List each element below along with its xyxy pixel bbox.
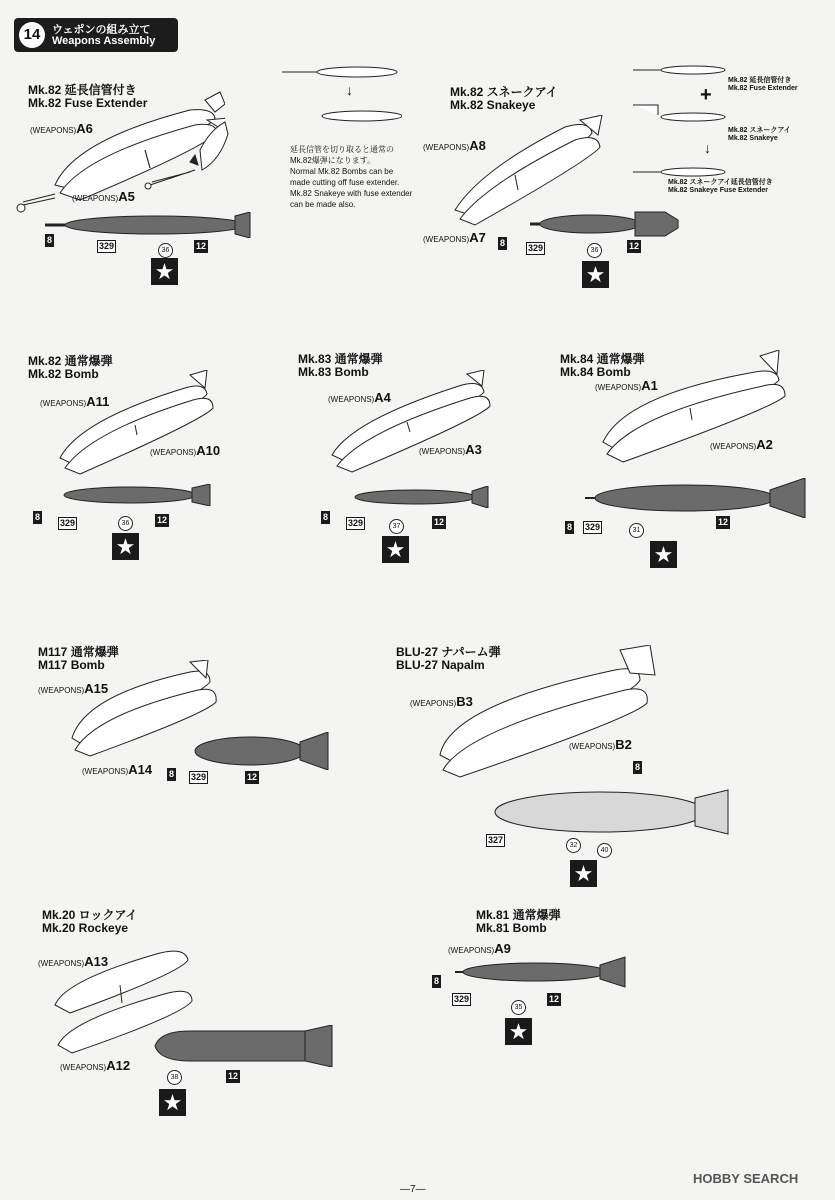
rockeye-part-a12 xyxy=(60,1058,130,1073)
weapons-label: (WEAPONS) xyxy=(423,143,470,152)
weapons-label: (WEAPONS) xyxy=(448,946,495,955)
plus-icon: + xyxy=(700,84,712,106)
weapons-label: (WEAPONS) xyxy=(30,126,77,135)
part-number: B2 xyxy=(615,737,632,752)
mk84-part-a2 xyxy=(710,437,773,452)
weapons-label: (WEAPONS) xyxy=(419,447,466,456)
star-icon: ★ xyxy=(159,1089,186,1116)
part-number: A5 xyxy=(118,189,135,204)
rockeye-title-en: Mk.20 Rockeye xyxy=(42,921,129,935)
part-number: A2 xyxy=(756,437,773,452)
variant-label-2 xyxy=(728,127,791,143)
arrow-down-icon: ↓ xyxy=(704,140,711,156)
cut-note-line: 延長信管を切り取ると通常の xyxy=(290,145,394,154)
snakeye-part-a8 xyxy=(423,138,486,153)
fuse-detail-drawing xyxy=(140,110,230,190)
variant-label-en: Mk.82 Snakeye xyxy=(728,135,778,142)
mk82-title-jp: Mk.82 通常爆弾 xyxy=(28,354,113,368)
part-number: A1 xyxy=(641,378,658,393)
mk83-bomb-painted xyxy=(350,486,490,508)
mk82-title-en: Mk.82 Bomb xyxy=(28,367,99,381)
variant-label-jp: Mk.82 スネークアイ延長信管付き xyxy=(668,179,773,186)
decal-circle: 35 xyxy=(511,1000,526,1015)
star-icon: ★ xyxy=(112,533,139,560)
cut-note-line: Mk.82 Snakeye with fuse extender xyxy=(290,189,413,198)
blu27-title-jp: BLU-27 ナパーム弾 xyxy=(396,645,501,659)
blu27-part-b3 xyxy=(410,694,473,709)
decal-circle: 37 xyxy=(389,519,404,534)
snakeye-title-jp: Mk.82 スネークアイ xyxy=(450,85,558,99)
part-number: A13 xyxy=(84,954,109,969)
fuse-bomb-painted xyxy=(45,212,255,238)
mk83-title-jp: Mk.83 通常爆弾 xyxy=(298,352,383,366)
rockeye-title-jp: Mk.20 ロックアイ xyxy=(42,908,138,922)
decal-12: 12 xyxy=(196,241,207,251)
weapons-label: (WEAPONS) xyxy=(82,767,129,776)
m117-bomb-painted xyxy=(190,732,330,770)
decal-12: 12 xyxy=(434,517,445,527)
step-title-jp: ウェポンの組み立て xyxy=(52,24,151,36)
variant-label-jp: Mk.82 延長信管付き xyxy=(728,77,792,84)
mk82-bomb-painted xyxy=(62,484,212,506)
weapons-label: (WEAPONS) xyxy=(60,1063,107,1072)
part-number: A10 xyxy=(196,443,221,458)
step-number: 14 xyxy=(19,22,45,48)
snakeye-bomb-painted xyxy=(530,210,680,240)
mk81-bomb-painted xyxy=(455,955,630,989)
mk83-part-a4 xyxy=(328,390,391,405)
cut-note-line: can be made also. xyxy=(290,200,356,209)
mk84-part-a1 xyxy=(595,378,658,393)
m117-title-en: M117 Bomb xyxy=(38,658,105,672)
arrow-down-icon: ↓ xyxy=(346,82,353,98)
rockeye-bomb-painted xyxy=(150,1025,335,1067)
weapons-label: (WEAPONS) xyxy=(410,699,457,708)
decal-8: 8 xyxy=(567,522,573,532)
part-number: A7 xyxy=(469,230,486,245)
decal-circle: 31 xyxy=(629,523,644,538)
decal-8: 8 xyxy=(47,235,53,245)
weapons-label: (WEAPONS) xyxy=(150,448,197,457)
decal-12: 12 xyxy=(629,241,640,251)
decal-329: 329 xyxy=(585,522,601,532)
decal-circle: 36 xyxy=(118,516,133,531)
part-number: A11 xyxy=(86,394,110,409)
decal-8: 8 xyxy=(635,762,641,772)
mk82-assembly-drawing xyxy=(45,370,220,480)
m117-part-a15 xyxy=(38,681,108,696)
decal-12: 12 xyxy=(228,1071,239,1081)
weapons-label: (WEAPONS) xyxy=(328,395,375,404)
weapons-label: (WEAPONS) xyxy=(38,686,85,695)
star-icon: ★ xyxy=(570,860,597,887)
part-number: A12 xyxy=(106,1058,131,1073)
fuse-part-a6 xyxy=(30,121,93,136)
decal-circle: 38 xyxy=(167,1070,182,1085)
mk81-title-en: Mk.81 Bomb xyxy=(476,921,547,935)
decal-circle: 32 xyxy=(566,838,581,853)
m117-title-jp: M117 通常爆弾 xyxy=(38,645,119,659)
part-number: A3 xyxy=(465,442,482,457)
decal-circle: 36 xyxy=(587,243,602,258)
part-number: A8 xyxy=(469,138,486,153)
decal-329: 329 xyxy=(99,241,115,251)
cut-note-line: Normal Mk.82 Bombs can be xyxy=(290,167,394,176)
page-number: —7— xyxy=(400,1184,426,1195)
blu27-napalm-painted xyxy=(490,788,730,836)
variant-label-3 xyxy=(668,179,773,195)
blu27-assembly-drawing xyxy=(435,645,665,780)
part-number: A9 xyxy=(494,941,511,956)
star-icon: ★ xyxy=(382,536,409,563)
decal-8: 8 xyxy=(500,238,506,248)
cut-note-line: made cutting off fuse extender. xyxy=(290,178,400,187)
decal-circle: 36 xyxy=(158,243,173,258)
decal-12: 12 xyxy=(718,517,729,527)
cut-diagram xyxy=(282,60,402,130)
m117-part-a14 xyxy=(82,762,152,777)
cut-note xyxy=(290,144,412,210)
star-icon: ★ xyxy=(505,1018,532,1045)
mk82-part-a10 xyxy=(150,443,220,458)
mk83-part-a3 xyxy=(419,442,482,457)
decal-circle: 40 xyxy=(597,843,612,858)
fuse-title-jp: Mk.82 延長信管付き xyxy=(28,83,137,97)
rockeye-title xyxy=(42,909,137,935)
variant-label-1 xyxy=(728,77,798,93)
decal-12: 12 xyxy=(157,515,168,525)
decal-8: 8 xyxy=(169,769,175,779)
mk82-part-a11 xyxy=(40,394,109,409)
part-number: A4 xyxy=(374,390,391,405)
weapons-label: (WEAPONS) xyxy=(595,383,642,392)
weapons-label: (WEAPONS) xyxy=(569,742,616,751)
star-icon: ★ xyxy=(650,541,677,568)
part-number: A14 xyxy=(128,762,153,777)
mk81-part-a9 xyxy=(448,941,511,956)
fuse-title-en: Mk.82 Fuse Extender xyxy=(28,96,148,110)
decal-8: 8 xyxy=(35,512,41,522)
mk83-assembly-drawing xyxy=(322,370,497,475)
mk84-title-jp: Mk.84 通常爆弾 xyxy=(560,352,645,366)
decal-329: 329 xyxy=(348,518,364,528)
variant-label-en: Mk.82 Snakeye Fuse Extender xyxy=(668,187,768,194)
mk84-title-en: Mk.84 Bomb xyxy=(560,365,631,379)
snakeye-variant-diagram xyxy=(628,60,728,190)
cut-note-line: Mk.82爆弾になります。 xyxy=(290,156,376,165)
weapons-label: (WEAPONS) xyxy=(40,399,87,408)
decal-12: 12 xyxy=(247,772,258,782)
mk83-title-en: Mk.83 Bomb xyxy=(298,365,369,379)
snakeye-title-en: Mk.82 Snakeye xyxy=(450,98,536,112)
decal-329: 329 xyxy=(454,994,470,1004)
fuse-part-a5 xyxy=(72,189,135,204)
snakeye-title xyxy=(450,86,558,112)
blu27-part-b2 xyxy=(569,737,632,752)
variant-label-en: Mk.82 Fuse Extender xyxy=(728,85,798,92)
part-number: A6 xyxy=(76,121,93,136)
decal-327: 327 xyxy=(488,835,504,845)
decal-329: 329 xyxy=(60,518,76,528)
decal-12: 12 xyxy=(549,994,560,1004)
decal-8: 8 xyxy=(434,976,440,986)
decal-8: 8 xyxy=(323,512,329,522)
snakeye-part-a7 xyxy=(423,230,486,245)
step-header xyxy=(14,18,178,52)
part-number: B3 xyxy=(456,694,473,709)
mk81-title xyxy=(476,909,561,935)
step-title-en: Weapons Assembly xyxy=(52,35,156,47)
star-icon: ★ xyxy=(151,258,178,285)
mk81-title-jp: Mk.81 通常爆弾 xyxy=(476,908,561,922)
star-icon: ★ xyxy=(582,261,609,288)
part-number: A15 xyxy=(84,681,109,696)
decal-329: 329 xyxy=(528,243,544,253)
watermark: HOBBY SEARCH xyxy=(693,1171,799,1186)
rockeye-part-a13 xyxy=(38,954,108,969)
weapons-label: (WEAPONS) xyxy=(710,442,757,451)
variant-label-jp: Mk.82 スネークアイ xyxy=(728,127,791,134)
blu27-title-en: BLU-27 Napalm xyxy=(396,658,485,672)
weapons-label: (WEAPONS) xyxy=(72,194,119,203)
weapons-label: (WEAPONS) xyxy=(38,959,85,968)
decal-329: 329 xyxy=(191,772,207,782)
weapons-label: (WEAPONS) xyxy=(423,235,470,244)
mk84-bomb-painted xyxy=(585,478,807,518)
